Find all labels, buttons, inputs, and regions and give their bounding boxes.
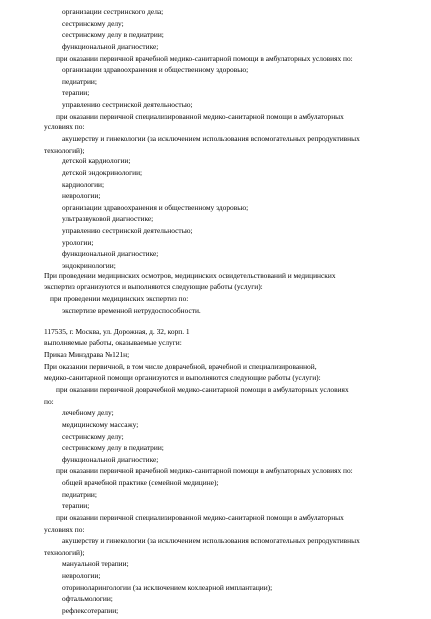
text-line: медицинскому массажу; xyxy=(62,419,139,429)
text-line: функциональной диагностике; xyxy=(62,41,159,51)
text-line: 117535, г. Москва, ул. Дорожная, д. 32, корп. 1 xyxy=(44,326,190,336)
text-line: При оказании первичной, в том числе доврачебной, врачебной и специализированной, xyxy=(44,361,317,371)
text-line: сестринскому делу; xyxy=(62,431,124,441)
text-line: функциональной диагностике; xyxy=(62,454,159,464)
text-line: при оказании первичной доврачебной медико-санитарной помощи в амбулаторных условиях xyxy=(56,385,349,394)
text-line: ультразвуковой диагностике; xyxy=(62,214,154,224)
text-line: детской кардиологии; xyxy=(62,156,131,166)
text-line: педиатрии; xyxy=(62,76,97,86)
text-line: экспертизе временной нетрудоспособности. xyxy=(62,305,201,315)
text-line: при оказании первичной врачебной медико-санитарной помощи в амбулаторных условиях по: xyxy=(56,466,353,476)
text-line: при проведении медицинских экспертиз по: xyxy=(50,293,189,303)
text-line: организации здравоохранения и общественному здоровью; xyxy=(62,202,249,212)
text-line: при оказании первичной специализированной медико-санитарной помощи в амбулаторных xyxy=(56,512,344,522)
text-line: акушерству и гинекологии (за исключением использования вспомогательных репродуктивных xyxy=(62,133,360,143)
text-line: управлению сестринской деятельностью; xyxy=(62,226,193,236)
text-line: технологий); xyxy=(44,547,85,557)
text-line: медико-санитарной помощи организуются и выполняются следующие работы (услуги): xyxy=(44,373,321,383)
text-line: сестринскому делу; xyxy=(62,18,124,28)
text-line: неврологии; xyxy=(62,191,101,201)
text-line: рефлексотерапии; xyxy=(62,606,119,615)
text-line: мануальной терапии; xyxy=(62,559,129,569)
text-line: организации здравоохранения и общественному здоровью; xyxy=(62,65,249,75)
text-line: акушерству и гинекологии (за исключением использования вспомогательных репродуктивных xyxy=(62,536,360,546)
text-line: условиях по: xyxy=(44,524,85,534)
text-line: при оказании первичной специализированной медико-санитарной помощи в амбулаторных xyxy=(56,111,344,121)
text-line: урологии; xyxy=(62,237,94,247)
text-line: по: xyxy=(44,396,54,406)
text-line: При проведении медицинских осмотров, медицинских освидетельствований и медицинских xyxy=(44,270,336,280)
text-line: экспертиз организуются и выполняются следующие работы (услуги): xyxy=(44,282,263,292)
text-line: условиях по: xyxy=(44,122,85,132)
text-line: терапии; xyxy=(62,88,90,98)
text-line: организации сестринского дела; xyxy=(62,7,164,16)
text-line: терапии; xyxy=(62,501,90,511)
text-line: офтальмологии; xyxy=(62,594,113,604)
text-line: эндокринологии; xyxy=(62,260,116,270)
text-line: управлению сестринской деятельностью; xyxy=(62,100,193,110)
text-line: сестринскому делу в педиатрии; xyxy=(62,30,164,40)
text-line: функциональной диагностике; xyxy=(62,249,159,259)
text-line: Приказ Минздрава №121н; xyxy=(44,350,130,360)
text-line: технологий); xyxy=(44,145,85,155)
text-line: детской эндокринологии; xyxy=(62,167,143,177)
text-line: сестринскому делу в педиатрии; xyxy=(62,443,164,453)
text-line: неврологии; xyxy=(62,571,101,581)
text-line: при оказании первичной врачебной медико-санитарной помощи в амбулаторных условиях по: xyxy=(56,53,353,63)
text-line: выполняемые работы, оказываемые услуги: xyxy=(44,338,182,348)
text-line: лечебному делу; xyxy=(62,408,114,418)
text-line: педиатрии; xyxy=(62,489,97,499)
text-line: кардиологии; xyxy=(62,179,105,189)
text-line: оториноларингологии (за исключением кохлеарной имплантации); xyxy=(62,582,273,592)
text-line: общей врачебной практике (семейной медицине); xyxy=(62,478,219,488)
